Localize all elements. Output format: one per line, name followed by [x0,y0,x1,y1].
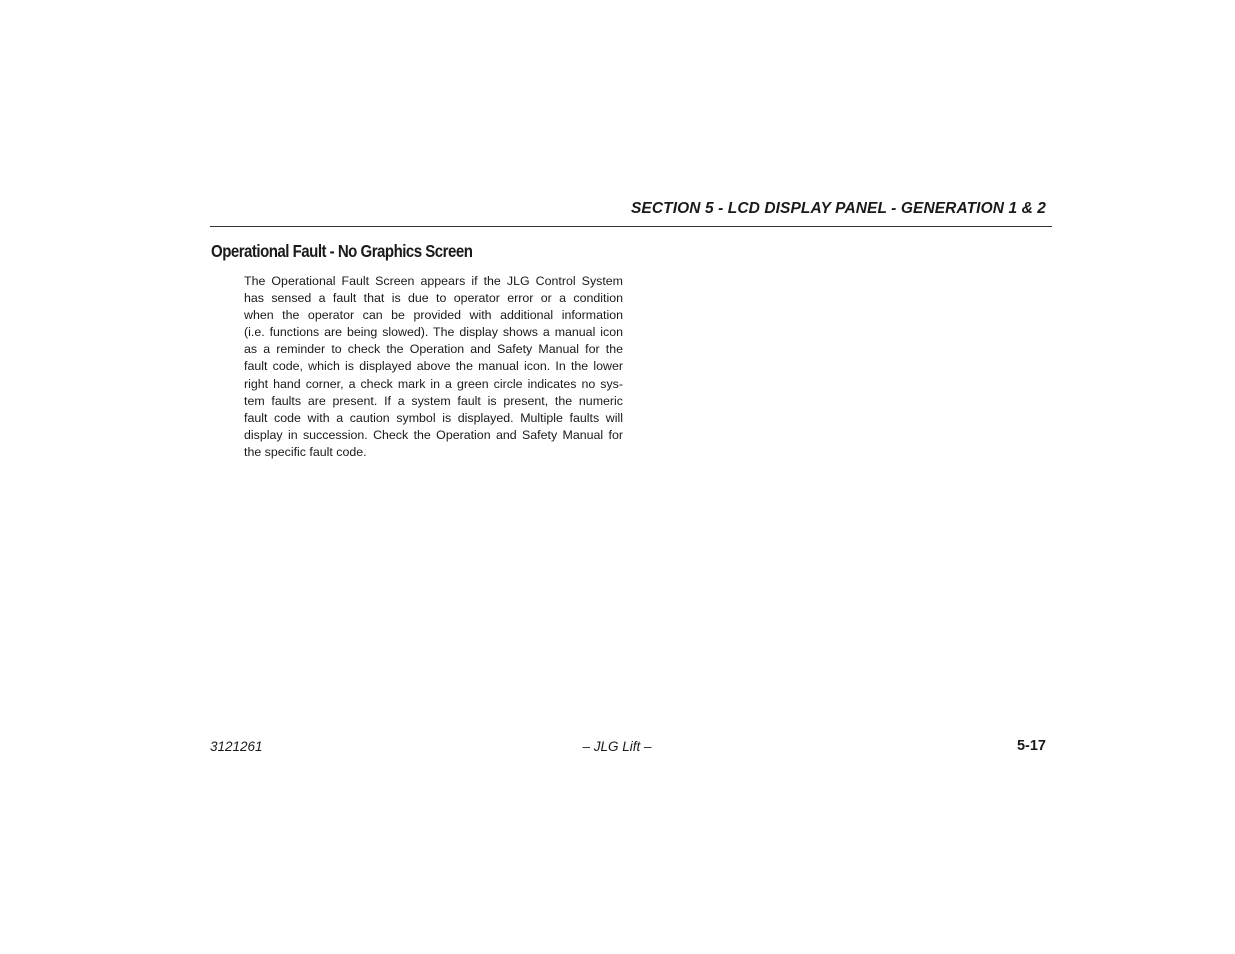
paragraph-line: fault code with a caution symbol is displayed. Multiple faults will [244,410,623,425]
paragraph-line: The Operational Fault Screen appears if the JLG Control System [244,274,623,288]
section-header: SECTION 5 - LCD DISPLAY PANEL - GENERATION 1 & 2 [630,200,1046,217]
paragraph-line: (i.e. functions are being slowed). The display shows a manual icon [244,325,623,340]
section-heading: Operational Fault - No Graphics Screen [211,241,473,261]
paragraph-line: as a reminder to check the Operation and Safety Manual for the [244,342,623,357]
paragraph-line: the specific fault code. [244,444,367,459]
paragraph-line: tem faults are present. If a system fault is present, the numeric [244,393,623,408]
body-paragraph [244,273,623,461]
paragraph-line: fault code, which is displayed above the manual icon. In the lower [244,359,623,374]
header-divider [210,226,1052,227]
paragraph-line: when the operator can be provided with additional information [244,308,623,323]
paragraph-line: right hand corner, a check mark in a green circle indicates no sys- [244,376,623,391]
page-number: 5-17 [1016,738,1046,754]
paragraph-line: display in succession. Check the Operation and Safety Manual for [244,427,623,442]
paragraph-line: has sensed a fault that is due to operator error or a condition [244,291,623,306]
document-number: 3121261 [210,739,263,754]
footer-brand: – JLG Lift – [582,739,652,754]
